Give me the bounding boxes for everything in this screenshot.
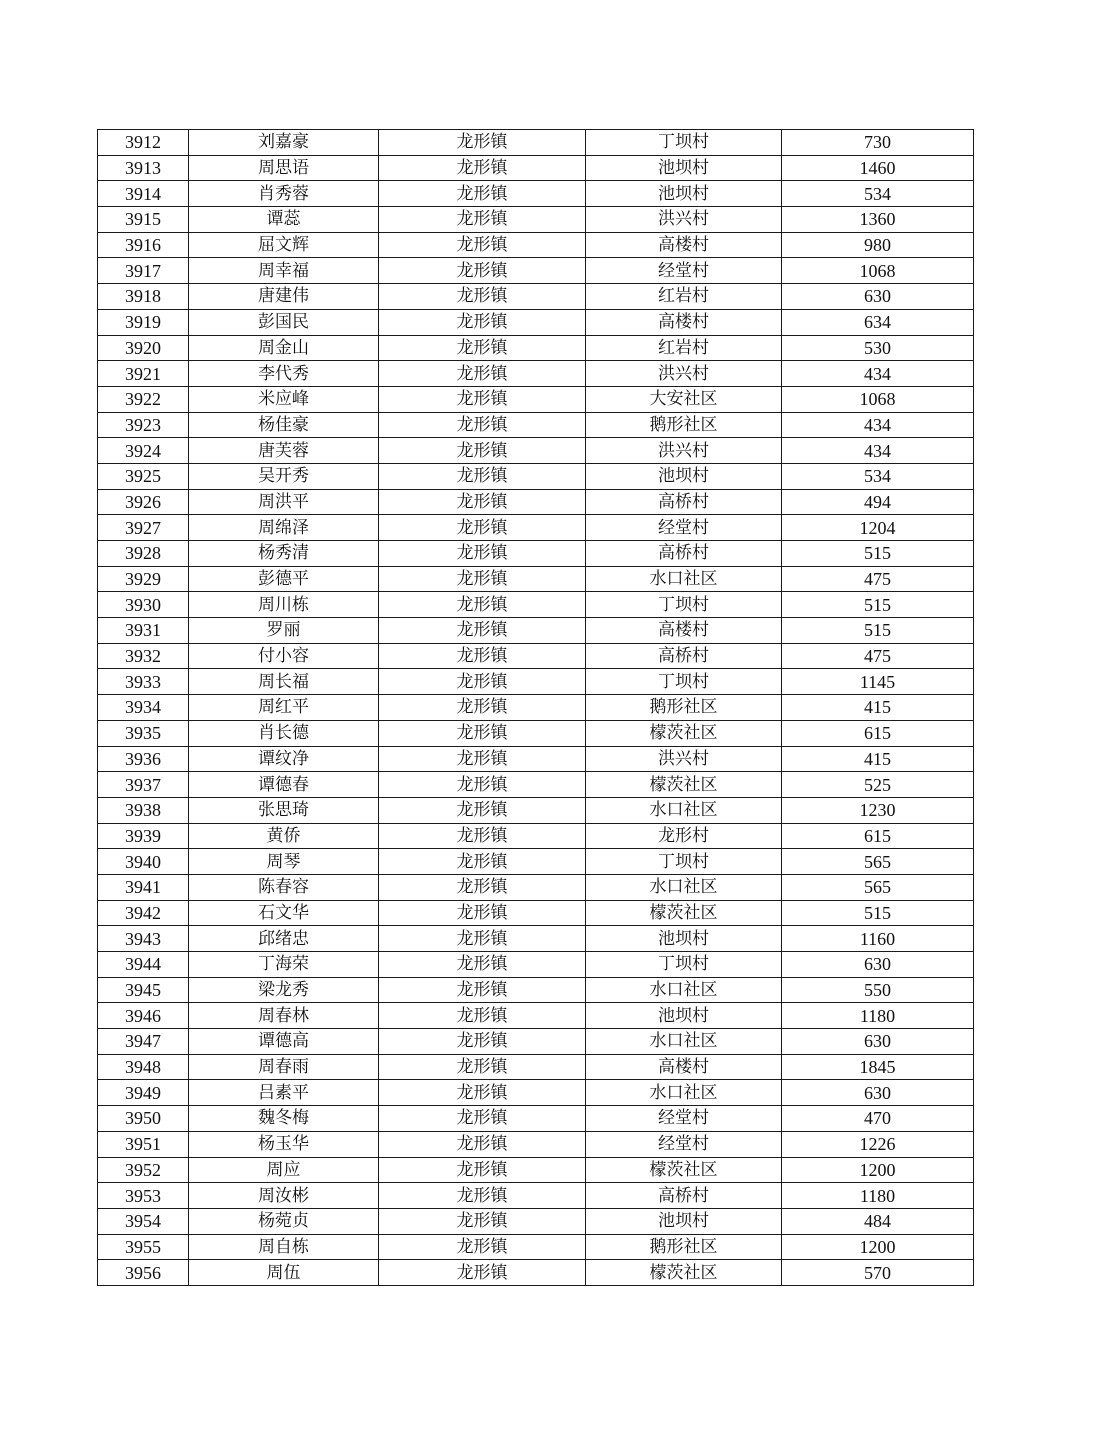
- village-cell: 洪兴村: [586, 746, 782, 772]
- village-cell: 水口社区: [586, 1080, 782, 1106]
- serial-number-cell: 3955: [98, 1234, 189, 1260]
- name-cell: 谭蕊: [189, 207, 379, 233]
- amount-cell: 1204: [782, 515, 974, 541]
- table-row: [98, 952, 974, 978]
- table-row: [98, 515, 974, 541]
- table-row: [98, 438, 974, 464]
- town-cell: 龙形镇: [379, 489, 586, 515]
- table-row: [98, 566, 974, 592]
- town-cell: 龙形镇: [379, 669, 586, 695]
- serial-number-cell: 3942: [98, 900, 189, 926]
- village-cell: 经堂村: [586, 1131, 782, 1157]
- roster-table: [97, 129, 974, 1286]
- serial-number-cell: 3912: [98, 130, 189, 156]
- amount-cell: 434: [782, 412, 974, 438]
- serial-number-cell: 3926: [98, 489, 189, 515]
- amount-cell: 634: [782, 309, 974, 335]
- table-row: [98, 463, 974, 489]
- village-cell: 丁坝村: [586, 592, 782, 618]
- amount-cell: 534: [782, 181, 974, 207]
- village-cell: 龙形村: [586, 823, 782, 849]
- village-cell: 檬茨社区: [586, 1260, 782, 1286]
- village-cell: 水口社区: [586, 977, 782, 1003]
- table-row: [98, 720, 974, 746]
- table-row: [98, 797, 974, 823]
- village-cell: 鹅形社区: [586, 1234, 782, 1260]
- name-cell: 张思琦: [189, 797, 379, 823]
- amount-cell: 434: [782, 438, 974, 464]
- serial-number-cell: 3949: [98, 1080, 189, 1106]
- amount-cell: 515: [782, 618, 974, 644]
- amount-cell: 525: [782, 772, 974, 798]
- name-cell: 周思语: [189, 155, 379, 181]
- table-row: [98, 849, 974, 875]
- serial-number-cell: 3932: [98, 643, 189, 669]
- table-row: [98, 386, 974, 412]
- village-cell: 丁坝村: [586, 130, 782, 156]
- town-cell: 龙形镇: [379, 361, 586, 387]
- table-row: [98, 1080, 974, 1106]
- town-cell: 龙形镇: [379, 772, 586, 798]
- name-cell: 肖长德: [189, 720, 379, 746]
- name-cell: 周汝彬: [189, 1183, 379, 1209]
- serial-number-cell: 3946: [98, 1003, 189, 1029]
- amount-cell: 434: [782, 361, 974, 387]
- table-row: [98, 412, 974, 438]
- town-cell: 龙形镇: [379, 900, 586, 926]
- table-row: [98, 823, 974, 849]
- table-row: [98, 772, 974, 798]
- serial-number-cell: 3937: [98, 772, 189, 798]
- amount-cell: 470: [782, 1106, 974, 1132]
- town-cell: 龙形镇: [379, 618, 586, 644]
- table-row: [98, 746, 974, 772]
- town-cell: 龙形镇: [379, 1208, 586, 1234]
- serial-number-cell: 3954: [98, 1208, 189, 1234]
- name-cell: 周春雨: [189, 1054, 379, 1080]
- town-cell: 龙形镇: [379, 1106, 586, 1132]
- town-cell: 龙形镇: [379, 592, 586, 618]
- serial-number-cell: 3913: [98, 155, 189, 181]
- name-cell: 陈春容: [189, 874, 379, 900]
- table-row: [98, 130, 974, 156]
- village-cell: 丁坝村: [586, 669, 782, 695]
- village-cell: 池坝村: [586, 926, 782, 952]
- village-cell: 大安社区: [586, 386, 782, 412]
- serial-number-cell: 3943: [98, 926, 189, 952]
- village-cell: 经堂村: [586, 258, 782, 284]
- name-cell: 魏冬梅: [189, 1106, 379, 1132]
- name-cell: 谭德高: [189, 1029, 379, 1055]
- town-cell: 龙形镇: [379, 309, 586, 335]
- amount-cell: 550: [782, 977, 974, 1003]
- town-cell: 龙形镇: [379, 1157, 586, 1183]
- town-cell: 龙形镇: [379, 952, 586, 978]
- amount-cell: 630: [782, 284, 974, 310]
- table-row: [98, 181, 974, 207]
- town-cell: 龙形镇: [379, 155, 586, 181]
- village-cell: 鹅形社区: [586, 695, 782, 721]
- name-cell: 周春林: [189, 1003, 379, 1029]
- name-cell: 周自栋: [189, 1234, 379, 1260]
- serial-number-cell: 3951: [98, 1131, 189, 1157]
- serial-number-cell: 3940: [98, 849, 189, 875]
- name-cell: 谭纹净: [189, 746, 379, 772]
- village-cell: 檬茨社区: [586, 720, 782, 746]
- town-cell: 龙形镇: [379, 926, 586, 952]
- serial-number-cell: 3950: [98, 1106, 189, 1132]
- amount-cell: 1145: [782, 669, 974, 695]
- name-cell: 周长福: [189, 669, 379, 695]
- village-cell: 檬茨社区: [586, 772, 782, 798]
- town-cell: 龙形镇: [379, 823, 586, 849]
- amount-cell: 515: [782, 900, 974, 926]
- amount-cell: 1360: [782, 207, 974, 233]
- amount-cell: 475: [782, 566, 974, 592]
- serial-number-cell: 3924: [98, 438, 189, 464]
- village-cell: 檬茨社区: [586, 900, 782, 926]
- serial-number-cell: 3933: [98, 669, 189, 695]
- village-cell: 经堂村: [586, 1106, 782, 1132]
- village-cell: 池坝村: [586, 181, 782, 207]
- town-cell: 龙形镇: [379, 1054, 586, 1080]
- serial-number-cell: 3922: [98, 386, 189, 412]
- table-row: [98, 592, 974, 618]
- village-cell: 鹅形社区: [586, 412, 782, 438]
- town-cell: 龙形镇: [379, 541, 586, 567]
- name-cell: 周绵泽: [189, 515, 379, 541]
- amount-cell: 565: [782, 874, 974, 900]
- amount-cell: 1460: [782, 155, 974, 181]
- village-cell: 高桥村: [586, 1183, 782, 1209]
- name-cell: 唐芙蓉: [189, 438, 379, 464]
- amount-cell: 630: [782, 952, 974, 978]
- amount-cell: 565: [782, 849, 974, 875]
- town-cell: 龙形镇: [379, 1234, 586, 1260]
- town-cell: 龙形镇: [379, 207, 586, 233]
- town-cell: 龙形镇: [379, 746, 586, 772]
- village-cell: 高桥村: [586, 489, 782, 515]
- name-cell: 杨玉华: [189, 1131, 379, 1157]
- name-cell: 梁龙秀: [189, 977, 379, 1003]
- amount-cell: 1068: [782, 258, 974, 284]
- table-row: [98, 643, 974, 669]
- table-row: [98, 900, 974, 926]
- table-row: [98, 541, 974, 567]
- name-cell: 黄侨: [189, 823, 379, 849]
- village-cell: 水口社区: [586, 797, 782, 823]
- table-row: [98, 207, 974, 233]
- table-row: [98, 926, 974, 952]
- town-cell: 龙形镇: [379, 1003, 586, 1029]
- village-cell: 池坝村: [586, 1208, 782, 1234]
- amount-cell: 570: [782, 1260, 974, 1286]
- village-cell: 洪兴村: [586, 438, 782, 464]
- name-cell: 米应峰: [189, 386, 379, 412]
- name-cell: 杨菀贞: [189, 1208, 379, 1234]
- name-cell: 周红平: [189, 695, 379, 721]
- name-cell: 杨佳豪: [189, 412, 379, 438]
- village-cell: 水口社区: [586, 566, 782, 592]
- town-cell: 龙形镇: [379, 695, 586, 721]
- serial-number-cell: 3945: [98, 977, 189, 1003]
- serial-number-cell: 3939: [98, 823, 189, 849]
- village-cell: 高楼村: [586, 232, 782, 258]
- serial-number-cell: 3927: [98, 515, 189, 541]
- amount-cell: 1160: [782, 926, 974, 952]
- serial-number-cell: 3917: [98, 258, 189, 284]
- amount-cell: 630: [782, 1029, 974, 1055]
- village-cell: 洪兴村: [586, 207, 782, 233]
- serial-number-cell: 3938: [98, 797, 189, 823]
- table-row: [98, 618, 974, 644]
- amount-cell: 1068: [782, 386, 974, 412]
- town-cell: 龙形镇: [379, 720, 586, 746]
- name-cell: 周应: [189, 1157, 379, 1183]
- name-cell: 刘嘉豪: [189, 130, 379, 156]
- name-cell: 唐建伟: [189, 284, 379, 310]
- amount-cell: 494: [782, 489, 974, 515]
- name-cell: 彭德平: [189, 566, 379, 592]
- town-cell: 龙形镇: [379, 181, 586, 207]
- serial-number-cell: 3952: [98, 1157, 189, 1183]
- table-row: [98, 1234, 974, 1260]
- serial-number-cell: 3921: [98, 361, 189, 387]
- table-row: [98, 335, 974, 361]
- town-cell: 龙形镇: [379, 1260, 586, 1286]
- amount-cell: 1230: [782, 797, 974, 823]
- town-cell: 龙形镇: [379, 849, 586, 875]
- town-cell: 龙形镇: [379, 412, 586, 438]
- town-cell: 龙形镇: [379, 463, 586, 489]
- table-row: [98, 977, 974, 1003]
- town-cell: 龙形镇: [379, 1029, 586, 1055]
- serial-number-cell: 3953: [98, 1183, 189, 1209]
- town-cell: 龙形镇: [379, 874, 586, 900]
- name-cell: 李代秀: [189, 361, 379, 387]
- serial-number-cell: 3936: [98, 746, 189, 772]
- name-cell: 周洪平: [189, 489, 379, 515]
- table-row: [98, 1208, 974, 1234]
- village-cell: 丁坝村: [586, 849, 782, 875]
- name-cell: 周金山: [189, 335, 379, 361]
- table-row: [98, 258, 974, 284]
- serial-number-cell: 3915: [98, 207, 189, 233]
- table-row: [98, 232, 974, 258]
- amount-cell: 415: [782, 746, 974, 772]
- amount-cell: 1180: [782, 1183, 974, 1209]
- town-cell: 龙形镇: [379, 1080, 586, 1106]
- village-cell: 红岩村: [586, 284, 782, 310]
- amount-cell: 615: [782, 823, 974, 849]
- town-cell: 龙形镇: [379, 1183, 586, 1209]
- serial-number-cell: 3944: [98, 952, 189, 978]
- serial-number-cell: 3934: [98, 695, 189, 721]
- name-cell: 罗丽: [189, 618, 379, 644]
- name-cell: 屈文辉: [189, 232, 379, 258]
- village-cell: 池坝村: [586, 1003, 782, 1029]
- serial-number-cell: 3930: [98, 592, 189, 618]
- village-cell: 高桥村: [586, 541, 782, 567]
- table-row: [98, 1131, 974, 1157]
- amount-cell: 615: [782, 720, 974, 746]
- name-cell: 付小容: [189, 643, 379, 669]
- roster-table-body: [98, 130, 974, 1286]
- name-cell: 周伍: [189, 1260, 379, 1286]
- amount-cell: 630: [782, 1080, 974, 1106]
- amount-cell: 1845: [782, 1054, 974, 1080]
- village-cell: 洪兴村: [586, 361, 782, 387]
- table-row: [98, 1106, 974, 1132]
- serial-number-cell: 3919: [98, 309, 189, 335]
- name-cell: 吕素平: [189, 1080, 379, 1106]
- serial-number-cell: 3914: [98, 181, 189, 207]
- town-cell: 龙形镇: [379, 566, 586, 592]
- village-cell: 经堂村: [586, 515, 782, 541]
- name-cell: 杨秀清: [189, 541, 379, 567]
- table-row: [98, 874, 974, 900]
- amount-cell: 484: [782, 1208, 974, 1234]
- village-cell: 池坝村: [586, 155, 782, 181]
- amount-cell: 1180: [782, 1003, 974, 1029]
- village-cell: 高楼村: [586, 309, 782, 335]
- amount-cell: 1226: [782, 1131, 974, 1157]
- amount-cell: 1200: [782, 1234, 974, 1260]
- amount-cell: 415: [782, 695, 974, 721]
- town-cell: 龙形镇: [379, 386, 586, 412]
- name-cell: 石文华: [189, 900, 379, 926]
- serial-number-cell: 3947: [98, 1029, 189, 1055]
- amount-cell: 475: [782, 643, 974, 669]
- serial-number-cell: 3941: [98, 874, 189, 900]
- name-cell: 周川栋: [189, 592, 379, 618]
- serial-number-cell: 3923: [98, 412, 189, 438]
- serial-number-cell: 3956: [98, 1260, 189, 1286]
- table-row: [98, 361, 974, 387]
- table-row: [98, 1157, 974, 1183]
- village-cell: 红岩村: [586, 335, 782, 361]
- town-cell: 龙形镇: [379, 1131, 586, 1157]
- town-cell: 龙形镇: [379, 438, 586, 464]
- village-cell: 檬茨社区: [586, 1157, 782, 1183]
- name-cell: 彭国民: [189, 309, 379, 335]
- table-row: [98, 155, 974, 181]
- table-row: [98, 284, 974, 310]
- serial-number-cell: 3928: [98, 541, 189, 567]
- amount-cell: 534: [782, 463, 974, 489]
- name-cell: 周幸福: [189, 258, 379, 284]
- serial-number-cell: 3920: [98, 335, 189, 361]
- town-cell: 龙形镇: [379, 643, 586, 669]
- serial-number-cell: 3925: [98, 463, 189, 489]
- amount-cell: 730: [782, 130, 974, 156]
- village-cell: 丁坝村: [586, 952, 782, 978]
- serial-number-cell: 3929: [98, 566, 189, 592]
- table-row: [98, 669, 974, 695]
- serial-number-cell: 3931: [98, 618, 189, 644]
- serial-number-cell: 3935: [98, 720, 189, 746]
- village-cell: 高楼村: [586, 1054, 782, 1080]
- town-cell: 龙形镇: [379, 130, 586, 156]
- serial-number-cell: 3918: [98, 284, 189, 310]
- table-row: [98, 1260, 974, 1286]
- name-cell: 邱绪忠: [189, 926, 379, 952]
- amount-cell: 530: [782, 335, 974, 361]
- table-row: [98, 695, 974, 721]
- amount-cell: 1200: [782, 1157, 974, 1183]
- table-row: [98, 1003, 974, 1029]
- town-cell: 龙形镇: [379, 797, 586, 823]
- town-cell: 龙形镇: [379, 258, 586, 284]
- village-cell: 池坝村: [586, 463, 782, 489]
- town-cell: 龙形镇: [379, 977, 586, 1003]
- town-cell: 龙形镇: [379, 284, 586, 310]
- town-cell: 龙形镇: [379, 515, 586, 541]
- name-cell: 丁海荣: [189, 952, 379, 978]
- name-cell: 肖秀蓉: [189, 181, 379, 207]
- village-cell: 水口社区: [586, 1029, 782, 1055]
- name-cell: 周琴: [189, 849, 379, 875]
- town-cell: 龙形镇: [379, 335, 586, 361]
- table-row: [98, 1183, 974, 1209]
- table-row: [98, 1029, 974, 1055]
- name-cell: 谭德春: [189, 772, 379, 798]
- table-row: [98, 1054, 974, 1080]
- town-cell: 龙形镇: [379, 232, 586, 258]
- amount-cell: 980: [782, 232, 974, 258]
- amount-cell: 515: [782, 541, 974, 567]
- village-cell: 水口社区: [586, 874, 782, 900]
- village-cell: 高桥村: [586, 643, 782, 669]
- table-row: [98, 309, 974, 335]
- village-cell: 高楼村: [586, 618, 782, 644]
- name-cell: 吴开秀: [189, 463, 379, 489]
- table-row: [98, 489, 974, 515]
- amount-cell: 515: [782, 592, 974, 618]
- serial-number-cell: 3948: [98, 1054, 189, 1080]
- serial-number-cell: 3916: [98, 232, 189, 258]
